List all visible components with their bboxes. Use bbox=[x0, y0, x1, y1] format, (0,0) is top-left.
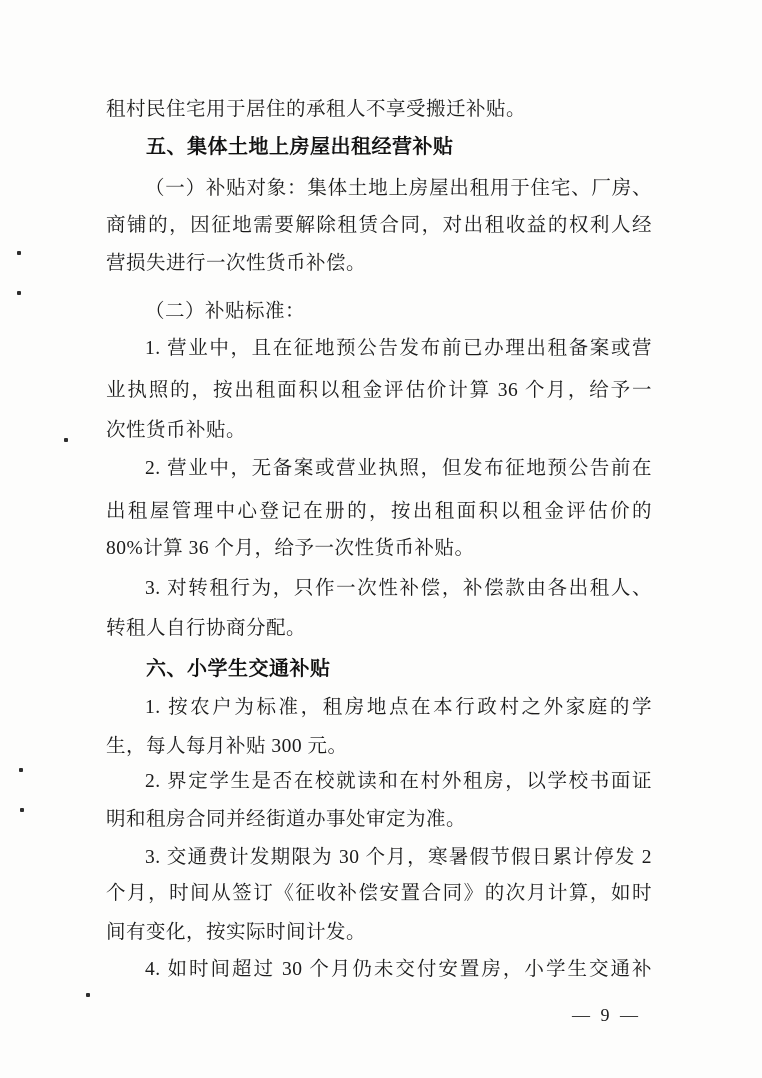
text-line: 1. 按农户为标准，租房地点在本行政村之外家庭的学 bbox=[145, 697, 652, 718]
text-line: 80%计算 36 个月，给予一次性货币补贴。 bbox=[106, 538, 475, 559]
scan-speck bbox=[17, 251, 21, 255]
text-line: 2. 营业中，无备案或营业执照，但发布征地预公告前在 bbox=[145, 458, 652, 479]
text-line: 3. 对转租行为，只作一次性补偿，补偿款由各出租人、 bbox=[145, 578, 652, 599]
text-line: 3. 交通费计发期限为 30 个月，寒暑假节假日累计停发 2 bbox=[145, 847, 652, 868]
text-line: 商铺的，因征地需要解除租赁合同，对出租收益的权利人经 bbox=[106, 215, 652, 236]
section-heading: 五、集体土地上房屋出租经营补贴 bbox=[146, 136, 454, 158]
scan-speck bbox=[19, 768, 23, 772]
text-line: （一）补贴对象：集体土地上房屋出租用于住宅、厂房、 bbox=[145, 178, 652, 199]
text-line: 明和租房合同并经街道办事处审定为准。 bbox=[106, 809, 467, 830]
text-line: 间有变化，按实际时间计发。 bbox=[106, 922, 367, 943]
text-line: 1. 营业中，且在征地预公告发布前已办理出租备案或营 bbox=[145, 338, 652, 359]
section-heading: 六、小学生交通补贴 bbox=[146, 658, 331, 680]
text-line: 营损失进行一次性货币补偿。 bbox=[106, 253, 367, 274]
scan-speck bbox=[64, 438, 68, 442]
text-line: 转租人自行协商分配。 bbox=[106, 618, 307, 639]
text-line: 出租屋管理中心登记在册的，按出租面积以租金评估价的 bbox=[106, 501, 652, 522]
text-line: 2. 界定学生是否在校就读和在村外租房，以学校书面证 bbox=[145, 771, 652, 792]
text-line: 4. 如时间超过 30 个月仍未交付安置房，小学生交通补 bbox=[145, 959, 652, 980]
text-line: 次性货币补贴。 bbox=[106, 420, 247, 441]
text-line: （二）补贴标准： bbox=[145, 301, 306, 322]
text-line: 生，每人每月补贴 300 元。 bbox=[106, 736, 348, 757]
scan-speck bbox=[17, 291, 21, 295]
scan-speck bbox=[20, 808, 24, 812]
text-line: 个月，时间从签订《征收补偿安置合同》的次月计算，如时 bbox=[106, 883, 652, 904]
page-number: — 9 — bbox=[572, 1005, 641, 1025]
scan-speck bbox=[86, 993, 90, 997]
text-line: 业执照的，按出租面积以租金评估价计算 36 个月，给予一 bbox=[106, 380, 652, 401]
text-line: 租村民住宅用于居住的承租人不享受搬迁补贴。 bbox=[106, 99, 527, 120]
